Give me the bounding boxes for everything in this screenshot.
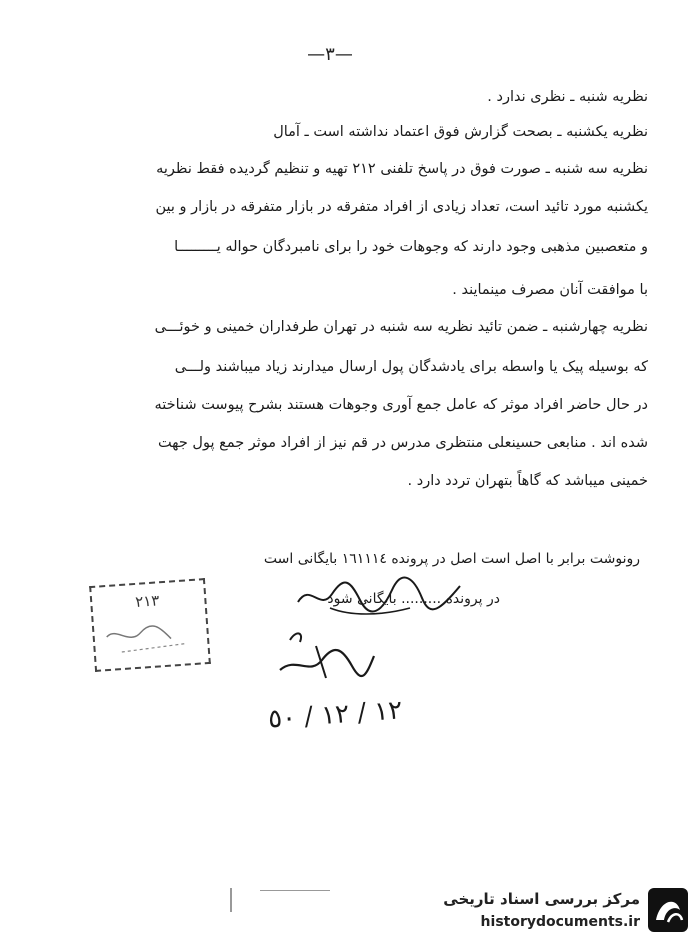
document-archive-logo-icon [646, 886, 690, 934]
scan-artifact [230, 888, 232, 912]
page-number: —٣— [307, 44, 353, 65]
copy-certification-note: رونوشت برابر با اصل است اصل در پرونده ١٦١١١٤ بایگانی است [263, 551, 640, 567]
archive-instruction-note: در پرونده ......... بایگانی شود [327, 591, 500, 607]
text-line-3: نظریه سه شنبه ـ صورت فوق در پاسخ تلفنی ٢١٢ تهیه و تنظیم گردیده فقط نظریه [156, 161, 648, 177]
handwritten-signature [290, 572, 470, 622]
text-line-11: خمینی میباشد که گاهاً بتهران تردد دارد . [407, 473, 648, 489]
handwritten-date: ١٢ / ١٢ / ٥٠ [267, 695, 404, 735]
handwritten-initials [270, 626, 380, 686]
stamp-marks [99, 611, 200, 662]
stamp-number: ٢١٣ [134, 591, 161, 611]
footer [0, 876, 700, 946]
text-line-6: با موافقت آنان مصرف مینمایند . [452, 282, 648, 298]
text-line-4: یکشنبه مورد تائید است، تعداد زیادی از افراد متفرقه در بازار متفرقه در بازار و بین [155, 199, 648, 215]
text-line-2: نظریه یکشنبه ـ بصحت گزارش فوق اعتماد نداشته است ـ آمال [273, 124, 648, 140]
text-line-5: و متعصبین مذهبی وجود دارند که وجوهات خود را برای نامبردگان حواله یـــــــــا [174, 239, 648, 255]
text-line-8: که بوسیله پیک یا واسطه برای یادشدگان پول ارسال میدارند زیاد میباشند ولـــی [174, 359, 648, 375]
text-line-10: شده اند . منابعی حسینعلی منتظری مدرس در قم نیز از افراد موثر جمع پول جهت [157, 435, 648, 451]
archive-stamp [89, 578, 211, 672]
text-line-1: نظریه شنبه ـ نظری ندارد . [487, 89, 648, 105]
archive-logo-name: مرکز بررسی اسناد تاریخی [443, 890, 640, 908]
text-line-7: نظریه چهارشنبه ـ ضمن تائید نظریه سه شنبه در تهران طرفداران خمینی و خوئـــی [154, 319, 648, 335]
scan-artifact-line [260, 890, 330, 891]
archive-logo-url: historydocuments.ir [480, 914, 640, 930]
text-line-9: در حال حاضر افراد موثر که عامل جمع آوری وجوهات هستند بشرح پیوست شناخته [154, 397, 648, 413]
